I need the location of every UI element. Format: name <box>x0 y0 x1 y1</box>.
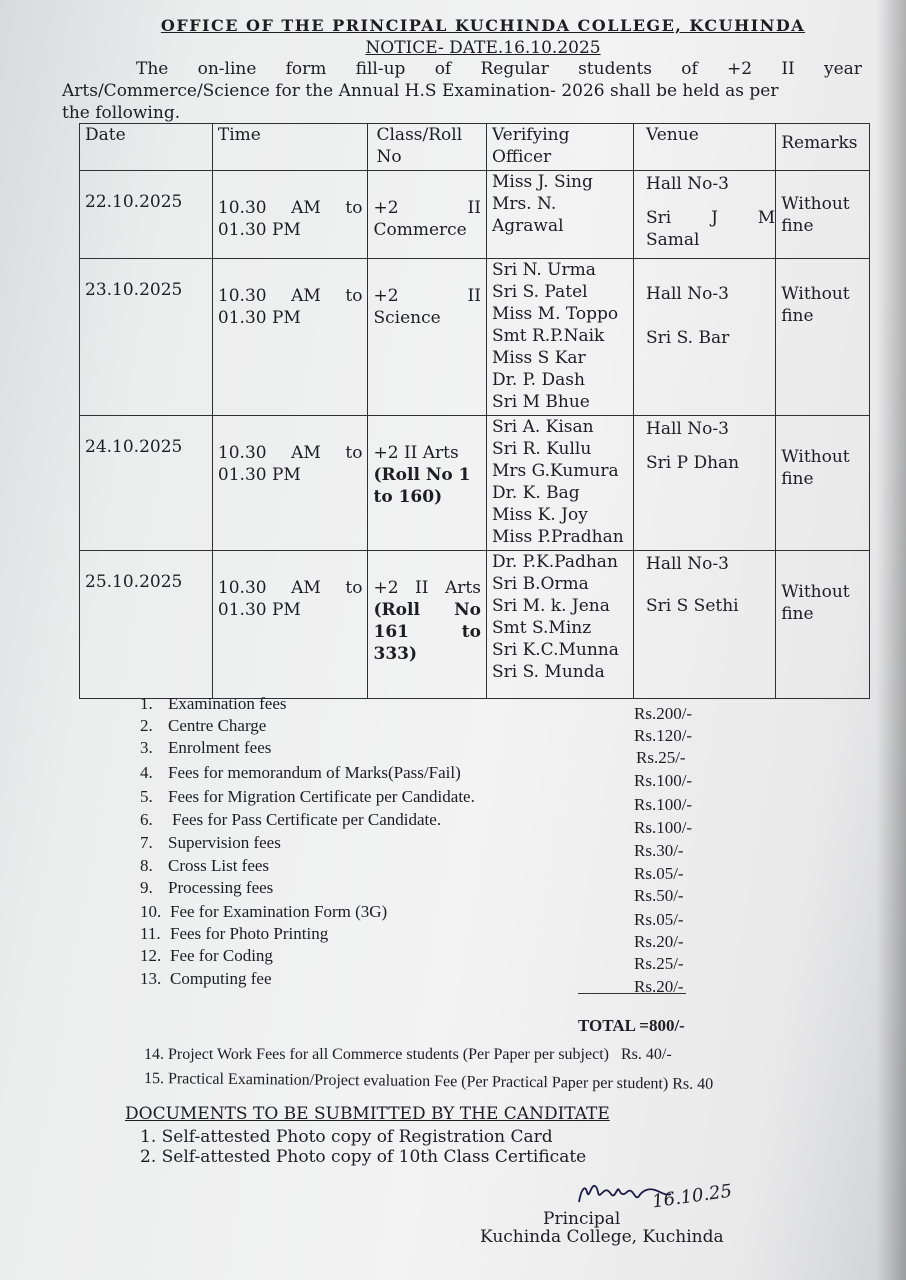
row-date: 22.10.2025 <box>80 171 213 259</box>
header-time: Time <box>212 124 368 171</box>
row-time: 10.30 AM to 01.30 PM <box>212 551 368 699</box>
table-row <box>80 416 870 551</box>
row-class: +2 II Arts (Roll No 1 to 160) <box>368 416 486 551</box>
signature-date: 16.10.25 <box>650 1180 734 1213</box>
fee-item: 7. Supervision fees Rs.30/- <box>140 833 684 860</box>
row-class: +2 II Science <box>368 259 486 416</box>
extra-fee-14: 14. Project Work Fees for all Commerce students (Per Paper per subject) Rs. 40/- <box>144 1046 672 1063</box>
fee-item: 9. Processing fees Rs.50/- <box>140 878 684 905</box>
row-officers: Miss J. Sing Mrs. N. Agrawal <box>486 171 633 259</box>
extra-fee-15: 15. Practical Examination/Project evaluation Fee (Per Practical Paper per student) Rs. 40 <box>143 1070 714 1093</box>
row-date: 25.10.2025 <box>80 551 213 699</box>
header-class: Class/Roll No <box>368 124 486 171</box>
row-remarks: Without fine <box>776 171 870 259</box>
document-item: 2. Self-attested Photo copy of 10th Class Certificate <box>140 1147 587 1167</box>
row-time: 10.30 AM to 01.30 PM <box>212 416 368 551</box>
fee-item: 10. Fee for Examination Form (3G) Rs.05/- <box>140 902 684 929</box>
fee-item: 4. Fees for memorandum of Marks(Pass/Fail) Rs.100/- <box>140 763 693 790</box>
row-time: 10.30 AM to 01.30 PM <box>212 171 368 259</box>
row-officers: Dr. P.K.Padhan Sri B.Orma Sri M. k. Jena Smt S.Minz Sri K.C.Munna Sri S. Munda <box>486 551 633 699</box>
page-edge-shadow <box>876 0 906 1280</box>
fee-item: 11. Fees for Photo Printing Rs.20/- <box>140 924 684 951</box>
notice-date: NOTICE- DATE.16.10.2025 <box>365 38 601 58</box>
row-class: +2 II Commerce <box>368 171 486 259</box>
fee-item: 3. Enrolment fees Rs.25/- <box>140 738 686 767</box>
row-officers: Sri A. Kisan Sri R. Kullu Mrs G.Kumura Dr. K. Bag Miss K. Joy Miss P.Pradhan <box>486 416 633 551</box>
row-officers: Sri N. Urma Sri S. Patel Miss M. Toppo Smt R.P.Naik Miss S Kar Dr. P. Dash Sri M Bhue <box>486 259 633 416</box>
row-remarks: Without fine <box>776 259 870 416</box>
fee-item: 12. Fee for Coding Rs.25/- <box>140 946 684 973</box>
fee-item: 6. Fees for Pass Certificate per Candidate. Rs.100/- <box>140 810 693 837</box>
header-venue: Venue <box>634 124 776 171</box>
row-time: 10.30 AM to 01.30 PM <box>212 259 368 416</box>
fee-item: 13. Computing fee Rs.20/- <box>140 969 684 996</box>
row-venue: Hall No-3 Sri S Sethi <box>634 551 776 699</box>
header-remarks: Remarks <box>776 124 870 171</box>
header-date: Date <box>80 124 213 171</box>
row-remarks: Without fine <box>776 416 870 551</box>
signatory-institution: Kuchinda College, Kuchinda <box>480 1227 724 1247</box>
row-class: +2 II Arts (Roll No 161 to 333) <box>368 551 486 699</box>
intro-line-1: The on-line form fill-up of Regular students of +2 II year <box>136 59 862 79</box>
office-title: OFFICE OF THE PRINCIPAL KUCHINDA COLLEGE, KCUHINDA <box>160 16 806 35</box>
fee-item: 8. Cross List fees Rs.05/- <box>140 856 684 883</box>
table-row <box>80 259 870 416</box>
header-officer: Verifying Officer <box>486 124 633 171</box>
row-venue: Hall No-3 Sri J M Samal <box>634 171 776 259</box>
schedule-table <box>79 123 870 699</box>
fee-item: 1. Examination fees Rs.200/- <box>140 694 693 723</box>
row-venue: Hall No-3 Sri P Dhan <box>634 416 776 551</box>
fee-total: TOTAL =800/- <box>578 1016 685 1035</box>
table-header-row <box>80 124 870 171</box>
notice-intro <box>62 58 862 124</box>
table-row <box>80 551 870 699</box>
row-date: 24.10.2025 <box>80 416 213 551</box>
row-remarks: Without fine <box>776 551 870 699</box>
document-item: 1. Self-attested Photo copy of Registration Card <box>140 1127 553 1147</box>
table-row <box>80 171 870 259</box>
documents-title: DOCUMENTS TO BE SUBMITTED BY THE CANDITATE <box>125 1104 610 1124</box>
intro-line-3: the following. <box>62 103 181 123</box>
signatory-designation: Principal <box>543 1209 621 1229</box>
intro-line-2: Arts/Commerce/Science for the Annual H.S Examination- 2026 shall be held as per <box>62 81 779 101</box>
row-date: 23.10.2025 <box>80 259 213 416</box>
row-venue: Hall No-3 Sri S. Bar <box>634 259 776 416</box>
fee-item: 2. Centre Charge Rs.120/- <box>140 716 693 745</box>
total-rule <box>578 993 686 994</box>
fee-item: 5. Fees for Migration Certificate per Candidate. Rs.100/- <box>140 787 693 814</box>
